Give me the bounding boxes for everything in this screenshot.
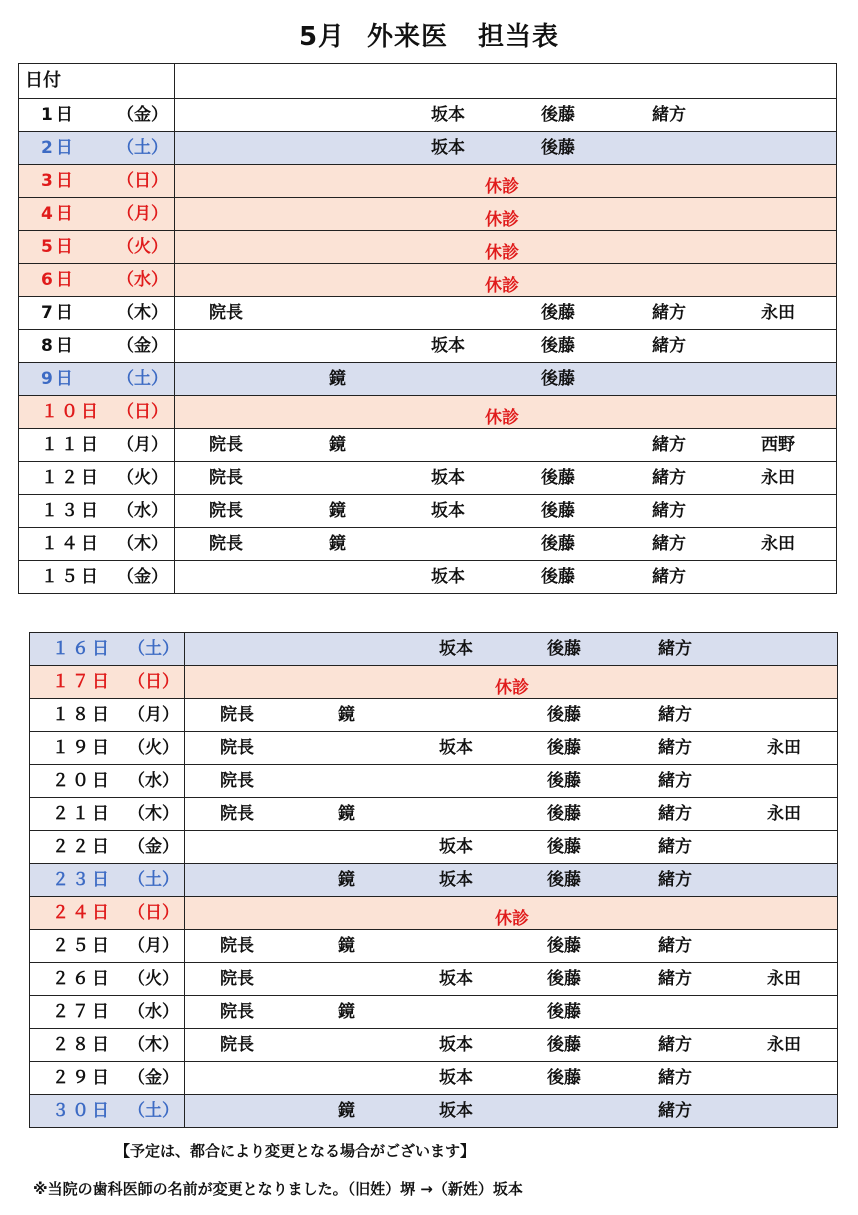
doctors-cell <box>185 1029 838 1062</box>
table-row <box>19 132 837 165</box>
doctor-name: 坂本 <box>439 837 473 857</box>
weekday-label: （金） <box>128 837 179 857</box>
doctor-name: 緒方 <box>652 336 686 356</box>
date-cell <box>30 831 185 864</box>
date-cell <box>30 1062 185 1095</box>
table-row <box>30 666 838 699</box>
doctors-cell <box>175 429 837 462</box>
doctor-name: 鏡 <box>329 369 346 389</box>
closed-label: 休診 <box>485 177 519 197</box>
weekday-label: （金） <box>117 105 168 125</box>
date-number: ２８日 <box>52 1035 112 1055</box>
table-row <box>30 831 838 864</box>
date-number: １６日 <box>52 639 112 659</box>
date-cell <box>30 1095 185 1128</box>
weekday-label: （金） <box>117 336 168 356</box>
doctor-name: 緒方 <box>652 105 686 125</box>
date-cell <box>30 765 185 798</box>
closed-label: 休診 <box>485 243 519 263</box>
doctor-name: 緒方 <box>658 837 692 857</box>
doctors-cell <box>175 561 837 594</box>
date-cell <box>30 1029 185 1062</box>
date-number: ２１日 <box>52 804 112 824</box>
doctors-cell <box>175 99 837 132</box>
date-number: 4日 <box>41 204 76 224</box>
table-row <box>19 330 837 363</box>
weekday-label: （土） <box>128 639 179 659</box>
date-number: １２日 <box>41 468 101 488</box>
weekday-label: （木） <box>128 804 179 824</box>
table-row <box>19 231 837 264</box>
date-cell <box>19 198 175 231</box>
table-header-row <box>19 64 837 99</box>
doctors-cell <box>185 1095 838 1128</box>
doctor-name: 永田 <box>761 534 795 554</box>
schedule-table-first-half <box>18 63 837 594</box>
doctor-name: 鏡 <box>329 435 346 455</box>
date-number: ２０日 <box>52 771 112 791</box>
doctor-name: 緒方 <box>658 705 692 725</box>
date-cell <box>19 429 175 462</box>
doctor-name: 緒方 <box>658 969 692 989</box>
date-cell <box>19 297 175 330</box>
weekday-label: （水） <box>128 1002 179 1022</box>
table-row <box>19 495 837 528</box>
date-number: ２７日 <box>52 1002 112 1022</box>
date-number: ２６日 <box>52 969 112 989</box>
table-row <box>30 963 838 996</box>
doctor-name: 緒方 <box>652 567 686 587</box>
weekday-label: （水） <box>128 771 179 791</box>
date-number: 5日 <box>41 237 76 257</box>
table-row <box>30 633 838 666</box>
date-number: １０日 <box>41 402 101 422</box>
weekday-label: （木） <box>117 534 168 554</box>
doctors-cell <box>175 132 837 165</box>
page-title <box>0 16 858 53</box>
weekday-label: （木） <box>128 1035 179 1055</box>
doctor-name: 坂本 <box>431 105 465 125</box>
weekday-label: （火） <box>117 468 168 488</box>
date-header-label: 日付 <box>25 70 61 91</box>
closed-label: 休診 <box>495 678 529 698</box>
doctor-name: 後藤 <box>547 837 581 857</box>
doctor-name: 緒方 <box>658 936 692 956</box>
doctors-cell <box>185 930 838 963</box>
doctor-name: 永田 <box>761 303 795 323</box>
date-number: 3日 <box>41 171 76 191</box>
doctor-name: 院長 <box>220 1002 254 1022</box>
date-cell <box>19 330 175 363</box>
doctor-name-change-note: ※当院の歯科医師の名前が変更となりました。（旧姓）堺 →（新姓）坂本 <box>33 1180 523 1198</box>
doctor-name: 永田 <box>767 969 801 989</box>
doctors-cell <box>185 765 838 798</box>
table-row <box>19 528 837 561</box>
date-cell <box>19 264 175 297</box>
doctor-name: 坂本 <box>439 1035 473 1055</box>
doctors-cell <box>185 633 838 666</box>
doctor-name: 鏡 <box>338 804 355 824</box>
doctor-name: 後藤 <box>541 303 575 323</box>
closed-label: 休診 <box>485 408 519 428</box>
doctor-name: 後藤 <box>547 936 581 956</box>
doctors-cell <box>175 495 837 528</box>
date-cell <box>30 732 185 765</box>
doctor-name: 坂本 <box>439 1101 473 1121</box>
weekday-label: （火） <box>117 237 168 257</box>
doctor-name: 院長 <box>209 468 243 488</box>
doctor-name: 坂本 <box>439 1068 473 1088</box>
doctor-name: 鏡 <box>329 534 346 554</box>
date-number: 9日 <box>41 369 76 389</box>
doctor-name: 緒方 <box>652 303 686 323</box>
doctors-cell <box>175 363 837 396</box>
date-number: ２３日 <box>52 870 112 890</box>
doctor-name: 緒方 <box>658 804 692 824</box>
date-number: 2日 <box>41 138 76 158</box>
date-cell <box>19 462 175 495</box>
doctor-name: 鏡 <box>338 870 355 890</box>
doctor-name: 坂本 <box>439 870 473 890</box>
doctor-name: 鏡 <box>338 1002 355 1022</box>
date-number: 6日 <box>41 270 76 290</box>
doctor-name: 永田 <box>761 468 795 488</box>
table-row <box>30 897 838 930</box>
doctor-name: 鏡 <box>338 705 355 725</box>
doctor-name: 坂本 <box>439 738 473 758</box>
doctors-cell <box>175 330 837 363</box>
weekday-label: （土） <box>128 1101 179 1121</box>
doctor-name: 坂本 <box>439 639 473 659</box>
date-number: ２４日 <box>52 903 112 923</box>
doctor-name: 後藤 <box>547 1035 581 1055</box>
date-cell <box>19 495 175 528</box>
weekday-label: （月） <box>117 204 168 224</box>
date-number: 1日 <box>41 105 76 125</box>
date-cell <box>19 132 175 165</box>
doctors-cell <box>175 462 837 495</box>
weekday-label: （金） <box>128 1068 179 1088</box>
closed-label: 休診 <box>485 210 519 230</box>
date-number: １１日 <box>41 435 101 455</box>
date-cell <box>30 864 185 897</box>
weekday-label: （火） <box>128 969 179 989</box>
weekday-label: （月） <box>128 936 179 956</box>
doctor-name: 院長 <box>209 435 243 455</box>
doctor-name: 院長 <box>209 501 243 521</box>
doctors-cell <box>175 528 837 561</box>
doctor-name: 永田 <box>767 1035 801 1055</box>
table-row <box>30 765 838 798</box>
doctors-cell <box>175 231 837 264</box>
doctor-name: 永田 <box>767 804 801 824</box>
doctors-cell <box>185 732 838 765</box>
table-row <box>19 363 837 396</box>
doctor-name: 坂本 <box>431 501 465 521</box>
doctor-name: 院長 <box>220 1035 254 1055</box>
doctors-cell <box>175 264 837 297</box>
date-header-cell <box>19 64 175 99</box>
doctor-name: 緒方 <box>658 1068 692 1088</box>
doctor-name: 院長 <box>209 303 243 323</box>
doctor-name: 坂本 <box>431 138 465 158</box>
doctor-name: 緒方 <box>658 870 692 890</box>
date-cell <box>30 699 185 732</box>
table-row <box>30 930 838 963</box>
doctor-name: 緒方 <box>658 1101 692 1121</box>
doctors-cell <box>175 165 837 198</box>
title-month: 5月 <box>298 22 346 52</box>
date-cell <box>30 996 185 1029</box>
doctor-name: 緒方 <box>652 501 686 521</box>
doctor-name: 緒方 <box>658 738 692 758</box>
weekday-label: （月） <box>128 705 179 725</box>
date-cell <box>19 165 175 198</box>
doctors-cell <box>185 963 838 996</box>
doctor-name: 院長 <box>220 771 254 791</box>
doctor-name: 後藤 <box>541 567 575 587</box>
schedule-change-note: 【予定は、都合により変更となる場合がございます】 <box>115 1142 476 1160</box>
weekday-label: （日） <box>117 402 168 422</box>
doctor-name: 後藤 <box>541 369 575 389</box>
weekday-label: （日） <box>128 672 179 692</box>
doctor-name: 院長 <box>220 705 254 725</box>
doctors-cell <box>185 831 838 864</box>
table-row <box>30 996 838 1029</box>
date-number: １９日 <box>52 738 112 758</box>
doctor-name: 坂本 <box>439 969 473 989</box>
date-number: ２９日 <box>52 1068 112 1088</box>
date-number: ３０日 <box>52 1101 112 1121</box>
date-cell <box>30 963 185 996</box>
doctor-name: 院長 <box>209 534 243 554</box>
doctors-cell <box>175 297 837 330</box>
doctor-name: 後藤 <box>547 870 581 890</box>
doctors-cell <box>185 897 838 930</box>
weekday-label: （日） <box>117 171 168 191</box>
doctor-name: 後藤 <box>541 534 575 554</box>
table-row <box>30 699 838 732</box>
doctor-name: 後藤 <box>547 771 581 791</box>
date-cell <box>19 396 175 429</box>
table-row <box>19 198 837 231</box>
doctors-cell <box>185 666 838 699</box>
doctor-name: 後藤 <box>547 1068 581 1088</box>
table-row <box>19 165 837 198</box>
doctor-name: 後藤 <box>547 738 581 758</box>
weekday-label: （月） <box>117 435 168 455</box>
table-row <box>30 1095 838 1128</box>
doctors-cell <box>185 996 838 1029</box>
date-number: ２５日 <box>52 936 112 956</box>
doctor-name: 後藤 <box>541 336 575 356</box>
doctor-name: 後藤 <box>547 639 581 659</box>
date-cell <box>19 561 175 594</box>
date-number: １７日 <box>52 672 112 692</box>
table-row <box>19 462 837 495</box>
closed-label: 休診 <box>485 276 519 296</box>
table-row <box>30 732 838 765</box>
table-row <box>30 1062 838 1095</box>
weekday-label: （水） <box>117 501 168 521</box>
doctor-name: 坂本 <box>431 336 465 356</box>
doctor-name: 院長 <box>220 738 254 758</box>
doctors-cell <box>175 198 837 231</box>
table-row <box>19 297 837 330</box>
table-row <box>19 264 837 297</box>
date-number: １５日 <box>41 567 101 587</box>
date-number: 8日 <box>41 336 76 356</box>
table-row <box>30 1029 838 1062</box>
doctor-name: 坂本 <box>431 468 465 488</box>
date-number: 7日 <box>41 303 76 323</box>
table-row <box>19 429 837 462</box>
weekday-label: （木） <box>117 303 168 323</box>
doctors-cell <box>185 798 838 831</box>
date-cell <box>30 666 185 699</box>
doctor-name: 緒方 <box>652 534 686 554</box>
table-row <box>19 561 837 594</box>
title-word1: 外来医 <box>367 22 449 52</box>
doctor-name: 後藤 <box>541 138 575 158</box>
date-cell <box>19 231 175 264</box>
doctor-name: 鏡 <box>338 936 355 956</box>
doctors-header-cell <box>175 64 837 99</box>
table-row <box>19 396 837 429</box>
date-number: １４日 <box>41 534 101 554</box>
date-cell <box>30 798 185 831</box>
doctor-name: 院長 <box>220 969 254 989</box>
date-number: １３日 <box>41 501 101 521</box>
doctor-name: 後藤 <box>547 969 581 989</box>
table-row <box>30 798 838 831</box>
title-word2: 担当表 <box>478 22 560 52</box>
table-row <box>19 99 837 132</box>
doctors-cell <box>175 396 837 429</box>
doctor-name: 鏡 <box>329 501 346 521</box>
doctors-cell <box>185 699 838 732</box>
weekday-label: （土） <box>117 138 168 158</box>
doctor-name: 緒方 <box>652 435 686 455</box>
doctors-cell <box>185 864 838 897</box>
doctor-name: 後藤 <box>541 105 575 125</box>
date-cell <box>19 99 175 132</box>
date-cell <box>30 897 185 930</box>
doctor-name: 院長 <box>220 804 254 824</box>
doctor-name: 後藤 <box>541 468 575 488</box>
weekday-label: （水） <box>117 270 168 290</box>
date-number: ２２日 <box>52 837 112 857</box>
doctor-name: 西野 <box>761 435 795 455</box>
doctor-name: 後藤 <box>547 1002 581 1022</box>
doctor-name: 永田 <box>767 738 801 758</box>
weekday-label: （火） <box>128 738 179 758</box>
date-cell <box>19 528 175 561</box>
schedule-table-second-half <box>29 632 838 1128</box>
weekday-label: （金） <box>117 567 168 587</box>
doctor-name: 鏡 <box>338 1101 355 1121</box>
date-number: １８日 <box>52 705 112 725</box>
doctor-name: 後藤 <box>547 705 581 725</box>
weekday-label: （日） <box>128 903 179 923</box>
doctors-cell <box>185 1062 838 1095</box>
doctor-name: 緒方 <box>658 639 692 659</box>
weekday-label: （土） <box>117 369 168 389</box>
table-row <box>30 864 838 897</box>
closed-label: 休診 <box>495 909 529 929</box>
doctor-name: 緒方 <box>652 468 686 488</box>
doctor-name: 坂本 <box>431 567 465 587</box>
date-cell <box>19 363 175 396</box>
weekday-label: （土） <box>128 870 179 890</box>
doctor-name: 院長 <box>220 936 254 956</box>
doctor-name: 後藤 <box>547 804 581 824</box>
doctor-name: 緒方 <box>658 771 692 791</box>
doctor-name: 緒方 <box>658 1035 692 1055</box>
date-cell <box>30 633 185 666</box>
date-cell <box>30 930 185 963</box>
doctor-name: 後藤 <box>541 501 575 521</box>
